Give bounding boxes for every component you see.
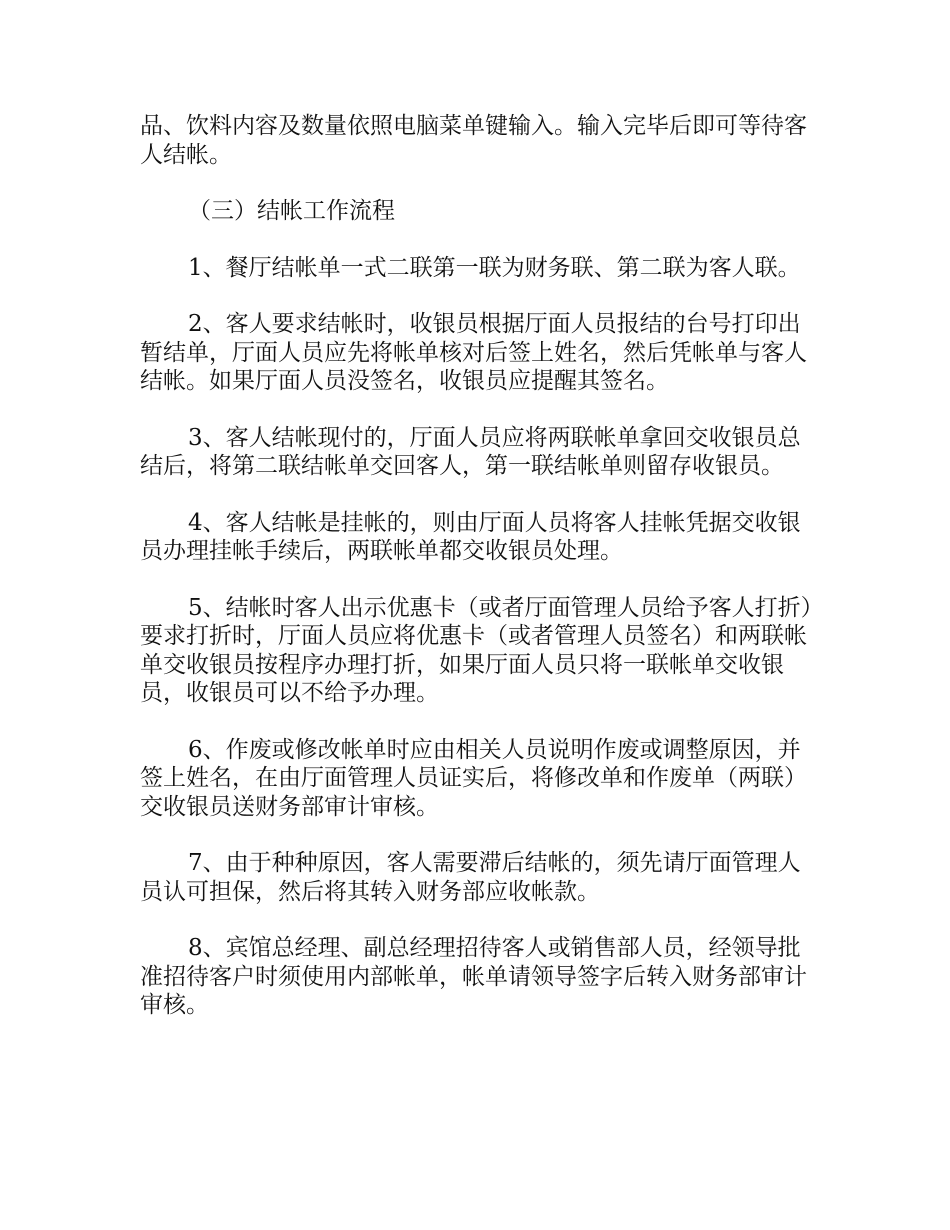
paragraph-item-2: 2、客人要求结帐时，收银员根据厅面人员报结的台号打印出暂结单，厅面人员应先将帐单核对后签上姓名，然后凭帐单与客人结帐。如果厅面人员没签名，收银员应提醒其签名。 <box>140 311 807 394</box>
paragraph-item-5: 5、结帐时客人出示优惠卡（或者厅面管理人员给予客人打折）要求打折时，厅面人员应将优惠卡（或者管理人员签名）和两联帐单交收银员按程序办理打折，如果厅面人员只将一联帐单交收银员，收银员可以不给予办理。 <box>140 594 813 706</box>
document-body <box>140 112 820 1048</box>
paragraph-continuation: 品、饮料内容及数量依照电脑菜单键输入。输入完毕后即可等待客人结帐。 <box>140 113 807 168</box>
paragraph-item-1: 1、餐厅结帐单一式二联第一联为财务联、第二联为客人联。 <box>188 254 801 281</box>
paragraph-item-4: 4、客人结帐是挂帐的，则由厅面人员将客人挂帐凭据交收银员办理挂帐手续后，两联帐单都交收银员处理。 <box>140 509 801 564</box>
section-heading-checkout-workflow: （三）结帐工作流程 <box>188 198 395 224</box>
paragraph-item-3: 3、客人结帐现付的，厅面人员应将两联帐单拿回交收银员总结后，将第二联结帐单交回客人，第一联结帐单则留存收银员。 <box>140 424 801 479</box>
paragraph-item-8: 8、宾馆总经理、副总经理招待客人或销售部人员，经领导批准招待客户时须使用内部帐单，帐单请领导签字后转入财务部审计审核。 <box>140 935 807 1018</box>
paragraph-item-6: 6、作废或修改帐单时应由相关人员说明作废或调整原因，并签上姓名，在由厅面管理人员证实后，将修改单和作废单（两联）交收银员送财务部审计审核。 <box>140 736 807 820</box>
paragraph-item-7: 7、由于种种原因，客人需要滞后结帐的，须先请厅面管理人员认可担保，然后将其转入财务部应收帐款。 <box>140 850 801 905</box>
